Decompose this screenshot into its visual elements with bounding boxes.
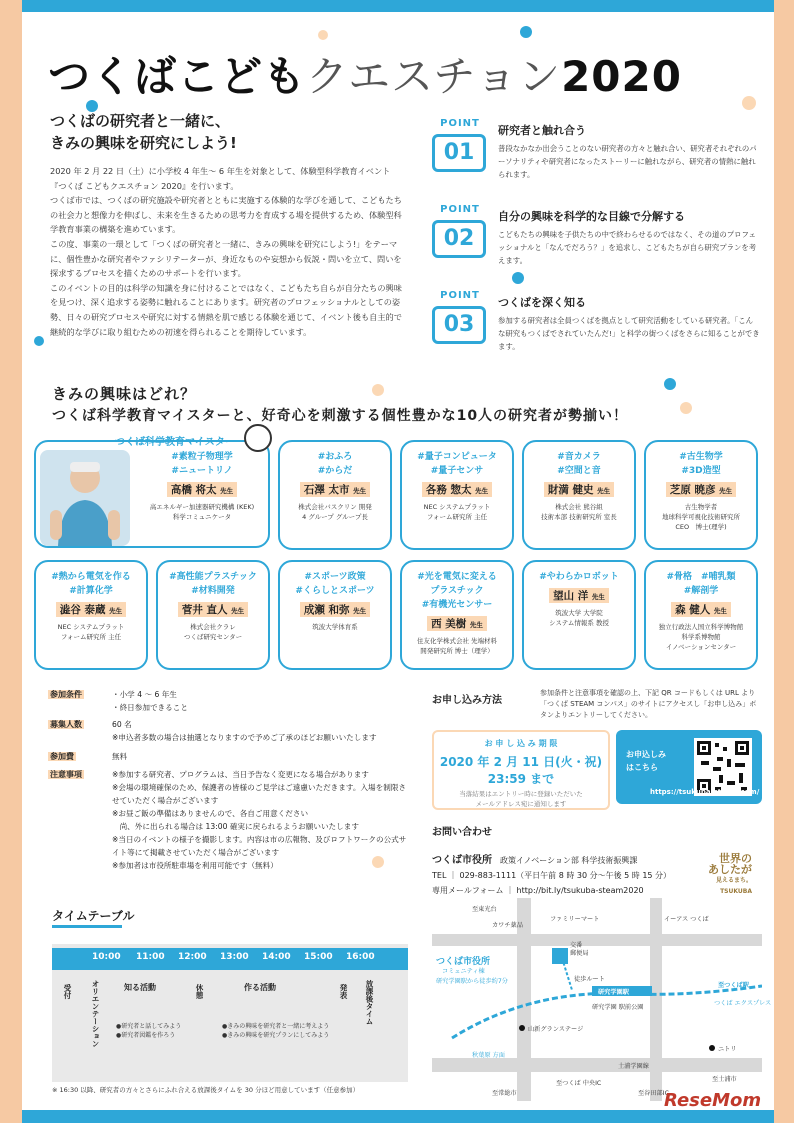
- researcher-suffix: 先生: [109, 607, 123, 615]
- deadline-time: 23:59 まで: [487, 772, 555, 786]
- affil-line: 独立行政法人国立科学博物館: [658, 623, 744, 631]
- watermark-logo: ReseMom: [664, 1090, 762, 1111]
- meister-name: [167, 482, 237, 497]
- researcher-suffix: 先生: [475, 487, 489, 495]
- hour-label: 15:00: [304, 952, 333, 962]
- researcher-name: [300, 482, 370, 497]
- meister-tag: #素粒子物理学: [171, 452, 233, 462]
- affil-line: NEC システムプラット: [423, 503, 491, 511]
- timetable-underline: [52, 925, 122, 928]
- research-tag: #解剖学: [683, 586, 719, 596]
- researcher-name-text: 芝原 暁彦: [669, 484, 716, 496]
- contact-heading: お問い合わせ: [432, 827, 492, 838]
- info-row: [48, 768, 418, 872]
- researcher-card: [156, 560, 270, 670]
- map-label: 至谷田部IC: [638, 1090, 669, 1097]
- map-label: 研究学園駅: [598, 989, 629, 996]
- note-line: ●研究者図鑑を作ろう: [116, 1032, 176, 1039]
- note-line: ●研究者と話してみよう: [116, 1023, 182, 1030]
- researcher-affiliation: [646, 622, 756, 652]
- intro-text: [50, 164, 402, 339]
- map-label: 至土浦市: [712, 1076, 737, 1083]
- apply-text: 参加条件と注意事項を確認の上、下記 QR コードもしくは URL より「つくば STEAM コンパス」のサイトにアクセスし「お申し込み」ボタンよりエントリーしてください。: [540, 689, 757, 719]
- info-line: ※参加する研究者、プログラムは、当日予告なく変更になる場合があります: [112, 770, 369, 779]
- timetable-notes: [222, 1022, 330, 1040]
- research-tag: #おふろ: [317, 452, 353, 462]
- card-tags: [524, 442, 634, 478]
- map-label: つくば エクスプレス: [714, 1000, 772, 1007]
- map-label: 土浦学園線: [618, 1063, 649, 1070]
- meister-suffix: 先生: [220, 487, 234, 495]
- research-tag: #量子コンピュータ: [417, 452, 497, 462]
- map-label: 至東光台: [472, 906, 497, 913]
- affil-line: 開発研究所 博士（理学）: [420, 647, 494, 655]
- info-key: [48, 718, 84, 731]
- deadline-label: お 申 し 込 み 期 限: [484, 739, 558, 748]
- note-line: メールアドレス宛に通知します: [475, 800, 567, 808]
- researcher-affiliation: [402, 636, 512, 656]
- affil-line: 地球科学可視化技術研究所: [662, 513, 740, 521]
- title-part2: クエスチョン: [306, 52, 562, 101]
- timetable-col: 休憩: [195, 984, 204, 999]
- point-number: 01: [432, 134, 486, 172]
- map-label: 至つくば 中央IC: [556, 1080, 602, 1087]
- affil-line: 筑波大学 大学院: [555, 609, 603, 617]
- point-body: 普段なかなか出会うことのない研究者の方々と触れ合い、研究者それぞれのパーソナリティや研究者になったストーリーに触れながら、研究者の情熱に触れられます。: [498, 144, 757, 179]
- title-part1: つくばこども: [48, 52, 307, 101]
- point-badge: [432, 290, 486, 348]
- map-label: カワチ薬品: [492, 922, 523, 929]
- info-key-text: 参加条件: [50, 690, 82, 699]
- research-tag: #材料開発: [191, 586, 235, 596]
- lead-line1: つくばの研究者と一緒に、: [50, 112, 231, 130]
- section-subheading: つくば科学教育マイスターと、好奇心を刺激する個性豊かな10人の研究者が勢揃い！: [52, 408, 629, 424]
- research-tag: #からだ: [317, 466, 353, 476]
- bottom-bar: [22, 1110, 774, 1123]
- affil-line: 高エネルギー加速器研究機構 (KEK): [149, 503, 255, 511]
- lead-line2: きみの興味を研究にしよう!: [50, 134, 237, 152]
- researcher-name: [178, 602, 248, 617]
- logo-line: 見えるまち。: [715, 877, 752, 884]
- point-02: [432, 204, 762, 274]
- contact-tel: TEL ｜ 029-883-1111（平日午前 8 時 30 分～午後 5 時 15 分）: [432, 871, 672, 880]
- research-tag: #空間と音: [557, 466, 601, 476]
- logo-line: 世界の: [719, 852, 752, 865]
- point-heading: 自分の興味を科学的な目線で分解する: [498, 210, 685, 223]
- researcher-card: [278, 560, 392, 670]
- researcher-affiliation: [158, 622, 268, 642]
- researcher-suffix: 先生: [353, 607, 367, 615]
- page-title: [48, 44, 682, 104]
- title-part3: 2020: [561, 52, 682, 101]
- info-line: 無料: [112, 752, 128, 761]
- point-03: [432, 290, 762, 360]
- info-key: [48, 768, 84, 781]
- map-label: 至常総市: [492, 1090, 517, 1097]
- researcher-name: [544, 482, 614, 497]
- qr-label-line: お申込しみ: [626, 750, 666, 759]
- map-label: コミュニティ棟: [442, 968, 485, 975]
- info-line: ・終日参加できること: [112, 703, 188, 712]
- meister-info: [136, 450, 268, 522]
- intro-paragraph: このイベントの目的は科学の知識を身に付けることではなく、こどもたち自らが自分たちの興味を見つけ、深く追求する姿勢に触れることにあります。研究者のプロフェッショナルとしての姿勢、日々の研究プロセスや研究に対する情熱を肌で感じる体験を通じて、イベント後も自主的で継続的な学びに取り組むための初速を得られることを期待しています。: [50, 282, 402, 337]
- map-roads: [432, 898, 762, 1101]
- researcher-name: [427, 616, 487, 631]
- affil-line: つくば研究センター: [183, 633, 243, 641]
- researcher-name-text: 西 美樹: [431, 618, 467, 630]
- info-line: ※申込者多数の場合は抽選となりますので予めご了承のほどお願いいたします: [112, 733, 377, 742]
- info-key-text: 募集人数: [50, 720, 82, 729]
- timetable-notes: [116, 1022, 181, 1040]
- info-value: [112, 718, 418, 744]
- researcher-card: [34, 560, 148, 670]
- research-tag: #音カメラ: [557, 452, 601, 462]
- hour-label: 10:00: [92, 952, 121, 962]
- deadline-note: [434, 789, 608, 809]
- card-tags: [524, 562, 634, 584]
- info-line: ※会場の環境確保のため、保護者の皆様のご見学はご遠慮いただきます。入場を制限させていただく場合がございます: [112, 783, 407, 805]
- tsukuba-logo: [708, 853, 752, 897]
- info-line: ※参加者は市役所駐車場を利用可能です（無料）: [112, 861, 278, 870]
- affil-line: 筑波大学体育系: [312, 623, 358, 631]
- map-label: 山新グランステージ: [528, 1026, 584, 1033]
- apply-heading: お申し込み方法: [432, 695, 502, 706]
- timetable-col: 知る活動: [124, 983, 156, 992]
- researcher-affiliation: [36, 622, 146, 642]
- map-label: 研究学園 駅前公園: [592, 1004, 644, 1011]
- map-label: 研究学園駅から徒歩約7分: [436, 978, 508, 985]
- info-value: [112, 750, 418, 763]
- point-badge: [432, 118, 486, 176]
- meister-title: つくば科学教育マイスター: [115, 437, 235, 448]
- affil-line: 4 グループ グループ長: [302, 513, 368, 521]
- affil-line: 株式会社 熊谷組: [555, 503, 603, 511]
- researcher-name-text: 菅井 直人: [181, 604, 228, 616]
- research-tag: #3D造型: [681, 466, 721, 476]
- meister-logo: [244, 424, 272, 452]
- researcher-name: [671, 602, 731, 617]
- hour-label: 14:00: [262, 952, 291, 962]
- affil-line: 技術本部 技術研究所 室長: [541, 513, 617, 521]
- map-label: ニトリ: [718, 1046, 737, 1053]
- researcher-name: [422, 482, 492, 497]
- affil-line: フォーム研究所 主任: [426, 513, 488, 521]
- info-row: [48, 688, 418, 718]
- affil-line: 科学コミュニケータ: [172, 513, 232, 521]
- map-label: イーアス つくば: [664, 916, 709, 923]
- research-tag: #古生物学: [679, 452, 723, 462]
- intro-paragraph: つくば市では、つくばの研究施設や研究者とともに実施する体験的な学びを通して、こどもたちの社会力と想像力を伸ばし、未来を生きるための思考力を育成する場を提供するため、体験型科学教育事業の構築を進めています。: [50, 195, 402, 235]
- affil-line: 株式会社クラレ: [190, 623, 236, 631]
- timetable-col: オリエンテーション: [91, 980, 100, 1048]
- contact-info: [432, 853, 671, 898]
- researcher-name: [549, 588, 609, 603]
- researcher-suffix: 先生: [353, 487, 367, 495]
- researcher-card: [522, 440, 636, 550]
- top-bar: [22, 0, 774, 12]
- affil-line: 株式会社バスクリン 開発: [298, 503, 372, 511]
- note-line: 当落結果はエントリー時に登録いただいた: [459, 790, 583, 798]
- map-label: つくば市役所: [436, 957, 491, 967]
- research-tag: #くらしとスポーツ: [295, 586, 375, 596]
- affil-line: 古生物学者: [684, 503, 718, 511]
- researcher-card: [278, 440, 392, 550]
- researcher-name-text: 各務 惣太: [425, 484, 472, 496]
- researcher-name: [56, 602, 126, 617]
- research-tag: #熱から電気を作る: [51, 572, 131, 582]
- note-line: ●きみの興味を研究プランにしてみよう: [222, 1032, 330, 1039]
- point-body: 参加する研究者は全員つくばを拠点として研究活動をしている研究者。「こんな研究もつくばでされていたんだ!」と科学の街つくばをさらに知ることができます。: [498, 316, 760, 351]
- decor-dot: [318, 30, 328, 40]
- decor-dot: [520, 26, 532, 38]
- info-line: ・小学 4 ～ 6 年生: [112, 690, 177, 699]
- research-tag: #光を電気に変える: [417, 572, 497, 582]
- lead-heading: [50, 110, 237, 154]
- logo-line: TSUKUBA: [720, 888, 752, 895]
- apply-url[interactable]: https://tsukuba-steam.com/: [650, 788, 760, 796]
- map-label: 郵便局: [570, 950, 589, 957]
- card-tags: [280, 562, 390, 598]
- note-line: ●きみの興味を研究者と一緒に考えよう: [222, 1023, 330, 1030]
- decor-dot: [664, 378, 676, 390]
- section-heading: きみの興味はどれ？: [52, 385, 197, 403]
- researcher-suffix: 先生: [719, 487, 733, 495]
- affil-line: NEC システムプラット: [57, 623, 125, 631]
- map-label: 交番: [570, 942, 583, 949]
- map-label: 徒歩ルート: [574, 976, 605, 983]
- access-map: [432, 898, 772, 1101]
- timetable-footnote: ※ 16:30 以降、研究者の方々とさらにふれ合える放課後タイムを 30 分ほど用意しています（任意参加）: [52, 1086, 360, 1094]
- researcher-affiliation: [646, 502, 756, 532]
- point-number: 03: [432, 306, 486, 344]
- info-line: ※当日のイベントの様子を撮影します。内容は市の広報物、及びロフトワークの公式サイト等にて掲載させていただく場合がございます: [112, 835, 407, 857]
- timetable-col: 作る活動: [244, 983, 276, 992]
- hour-label: 16:00: [346, 952, 375, 962]
- researcher-name-text: 澁谷 泰蔵: [59, 604, 106, 616]
- research-tag: #やわらかロボット: [539, 572, 619, 582]
- research-tag: #骨格 #哺乳類: [666, 572, 736, 582]
- meister-card: [34, 440, 270, 548]
- person-icon: [40, 450, 130, 546]
- point-label: POINT: [440, 204, 480, 215]
- card-tags: [402, 562, 512, 612]
- info-line: ※お昼ご飯の準備はありませんので、各自ご用意ください: [112, 809, 309, 818]
- decor-dot: [34, 336, 44, 346]
- card-tags: [402, 442, 512, 478]
- info-key-text: 注意事項: [50, 770, 82, 779]
- researcher-name: [666, 482, 736, 497]
- researcher-name-text: 成瀬 和弥: [303, 604, 350, 616]
- point-body: こどもたちの興味を子供たちの中で終わらせるのではなく、その道のプロフェッショナルと「なんでだろう？」を追求し、こどもたちが自ら研究プランを考えます。: [498, 230, 757, 265]
- affil-line: CEO 博士(理学): [675, 523, 727, 531]
- card-tags: [36, 562, 146, 598]
- research-tag: #量子センサ: [430, 466, 484, 476]
- hour-label: 12:00: [178, 952, 207, 962]
- research-tag: #高性能プラスチック: [169, 572, 257, 582]
- affil-line: イノベーションセンター: [665, 643, 737, 651]
- info-key-text: 参加費: [50, 752, 74, 761]
- intro-paragraph: この度、事業の一環として「つくばの研究者と一緒に、きみの興味を研究にしよう!」をテーマに、個性豊かな研究者やファシリテーターが、身近なものや妄想から仮説・問いを立て、問いを探求するプロセスを描くためのサポートを行います。: [50, 238, 402, 279]
- decor-dot: [372, 384, 384, 396]
- researcher-affiliation: [280, 622, 390, 632]
- researcher-card: [400, 560, 514, 670]
- decor-dot: [742, 96, 756, 110]
- card-tags: [158, 562, 268, 598]
- researcher-card: [644, 560, 758, 670]
- researcher-name-text: 森 健人: [675, 604, 711, 616]
- decor-dot: [680, 402, 692, 414]
- point-01: [432, 118, 762, 188]
- researcher-suffix: 先生: [469, 621, 483, 629]
- info-row: [48, 718, 418, 750]
- point-badge: [432, 204, 486, 262]
- map-label: 秋葉原 方面: [472, 1052, 505, 1059]
- meister-name-text: 高橋 将太: [170, 484, 217, 496]
- hour-label: 11:00: [136, 952, 165, 962]
- research-tag: #スポーツ政策: [304, 572, 366, 582]
- researcher-suffix: 先生: [597, 487, 611, 495]
- info-key: [48, 750, 76, 763]
- hour-label: 13:00: [220, 952, 249, 962]
- intro-paragraph: 2020 年 2 月 22 日（土）に小学校 4 年生～ 6 年生を対象として、体験型科学教育イベント『つくば こどもクエスチョン 2020』を行います。: [50, 166, 391, 191]
- point-heading: つくばを深く知る: [498, 296, 586, 309]
- point-heading: 研究者と触れ合う: [498, 124, 586, 137]
- timetable-col: 受付: [63, 984, 72, 999]
- info-key: [48, 688, 84, 701]
- info-row: [48, 750, 418, 768]
- info-value: [112, 768, 412, 872]
- research-tag: #計算化学: [69, 586, 113, 596]
- affil-line: 住友化学株式会社 先端材料: [416, 637, 498, 645]
- meister-affiliation: [136, 502, 268, 522]
- timetable-col: 放課後タイム: [365, 980, 374, 1025]
- event-info: [48, 688, 418, 872]
- point-label: POINT: [440, 118, 480, 129]
- researcher-affiliation: [524, 502, 634, 522]
- timetable-heading: タイムテーブル: [52, 909, 135, 923]
- info-line: 60 名: [112, 720, 132, 729]
- research-tag: #有機光センサー: [421, 600, 493, 610]
- researcher-name: [300, 602, 370, 617]
- info-value: [112, 688, 418, 714]
- qr-label-line: はこちら: [626, 763, 658, 772]
- logo-line: あしたが: [708, 863, 752, 876]
- timetable-col: 発表: [339, 984, 348, 999]
- researcher-affiliation: [402, 502, 512, 522]
- affil-line: システム情報系 教授: [549, 619, 609, 627]
- point-label: POINT: [440, 290, 480, 301]
- card-tags: [646, 562, 756, 598]
- map-label: ファミリーマート: [550, 916, 600, 923]
- map-label: 至つくば駅: [718, 982, 749, 989]
- researcher-affiliation: [524, 608, 634, 628]
- meister-tag: #ニュートリノ: [171, 466, 233, 476]
- card-tags: [646, 442, 756, 478]
- deadline-date: 2020 年 2 月 11 日(火・祝): [439, 755, 603, 769]
- researcher-card: [522, 560, 636, 670]
- affil-line: フォーム研究所 主任: [60, 633, 122, 641]
- contact-org: つくば市役所: [432, 855, 492, 866]
- researcher-suffix: 先生: [713, 607, 727, 615]
- researcher-name-text: 財満 健史: [547, 484, 594, 496]
- card-tags: [280, 442, 390, 478]
- qr-label: [626, 748, 666, 774]
- affil-line: 科学系博物館: [681, 633, 721, 641]
- timetable: [52, 944, 408, 1082]
- researcher-card: [400, 440, 514, 550]
- research-tag: プラスチック: [430, 586, 484, 596]
- contact-dept: 政策イノベーション部 科学技術振興課: [500, 856, 638, 865]
- researcher-card: [644, 440, 758, 550]
- researcher-name-text: 望山 洋: [553, 590, 589, 602]
- point-number: 02: [432, 220, 486, 258]
- researcher-suffix: 先生: [231, 607, 245, 615]
- researcher-suffix: 先生: [591, 593, 605, 601]
- info-line: 尚、外に出られる場合は 13:00 確実に戻られるようお願いいたします: [112, 822, 359, 831]
- researcher-name-text: 石澤 太市: [303, 484, 350, 496]
- deadline-box: [432, 730, 610, 810]
- researcher-affiliation: [280, 502, 390, 522]
- meister-photo: [40, 450, 130, 546]
- contact-form[interactable]: 専用メールフォーム ｜ http://bit.ly/tsukuba-steam2020: [432, 886, 644, 895]
